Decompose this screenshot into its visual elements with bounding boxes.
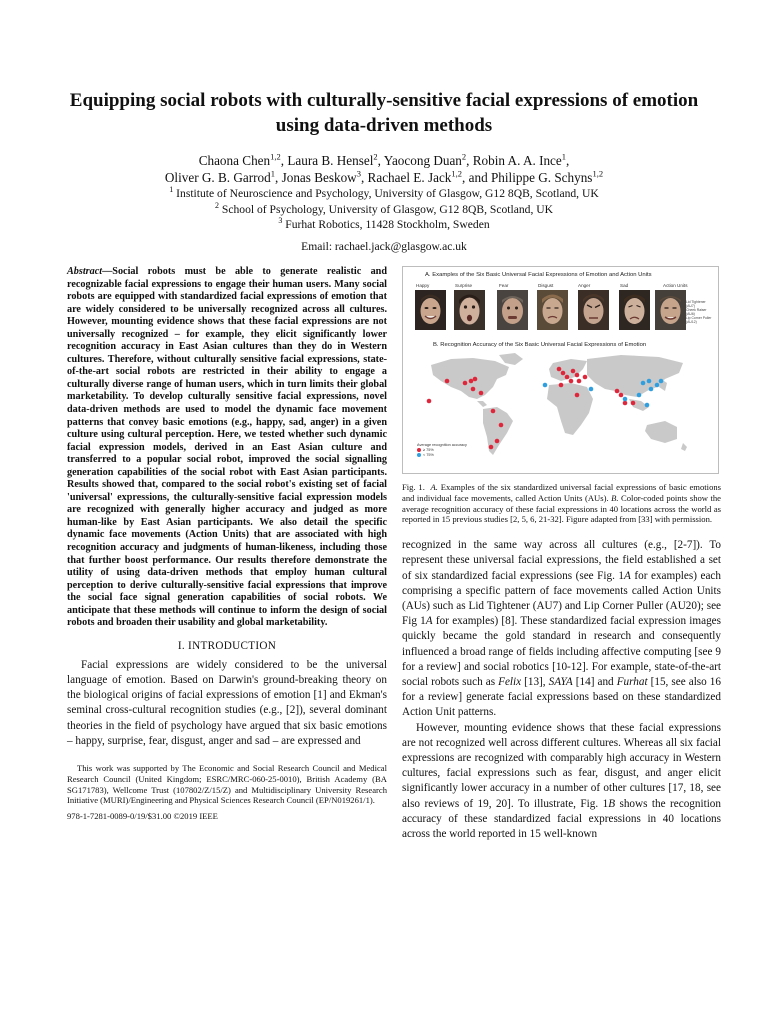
funding-footnote: This work was supported by The Economic and Social Research Council and Medical Research Council (United Kingdom; ESRC/MRC-060-25-0010), British Academy (BA SG171783), Wellcome Trust (107802/Z/15/Z) and Multidisciplinary University Research Initiative (MURI)/Engineering and Physical Sciences Research Council (EP/N019261/1). [67,763,387,806]
map-data-point [559,383,564,388]
legend-dot-high [417,448,421,452]
author-name: Philippe G. Schyns [490,170,593,185]
map-data-point [575,373,580,378]
map-data-point [557,367,562,372]
map-data-point [489,445,494,450]
face-label-fear: Fear [499,283,509,288]
author-name: Chaona Chen [198,153,271,168]
map-data-point [427,399,432,404]
right-column [402,266,721,842]
author-name: Oliver G. B. Garrod [164,170,271,185]
map-data-point [569,379,574,384]
author-line-2: Oliver G. B. Garrod$^1$, Jonas Beskow$^3$, Rachael E. Jack$^{1,2}$, and Philippe G. Schyns$^{1,2}$ [164,168,604,185]
legend-title: Average recognition accuracy [417,443,467,447]
map-data-point [583,375,588,380]
map-data-point [473,377,478,382]
face-image-happy [415,290,446,330]
face-label-disgust: Disgust [538,283,554,288]
face-label-surprise: Surprise [455,283,473,288]
figure-caption [402,482,721,525]
face-label-sad: Sad [620,283,629,288]
map-data-point [641,381,646,386]
map-data-point [471,387,476,392]
abstract-text: Social robots must be able to generate realistic and recognizable facial expressions to engage their human users. Many social robots are equipped with standardized facial expressions of emotion that are widely considered to be universally recognized across all cultures. However, mounting evidence shows that these facial expressions are not universally recognized – for example, they elicit significantly lower recognition accuracy in East Asian cultures than they do in Western cultures. Therefore, without culturally sensitive facial expressions, state-of-the-art social robots are restricted in their ability to engage a culturally diverse range of human users, which in turn limits their global marketability. To develop culturally sensitive facial expressions, novel data-driven methods are used to model the dynamic face movement patterns that convey basic emotions (e.g., happy, sad, anger) in a given culture using cultural perception. Here, we tested whether such dynamic facial expression models, derived in an East Asian culture and transferred to a popular social robot, improved the social signalling generation capabilities of the social robot with East Asian participants. Results showed that, compared to the social robot's existing set of facial 'universal' expressions, the culturally-sensitive facial expression models are recognized with generally higher accuracy and judged as more human-like by East Asian participants. We also detail the specific dynamic face movements (Action Units) that are associated with high recognition accuracy and judgments of human-likeness, including those that further boost performance. Our results therefore demonstrate the utility of using data-driven methods that employ human cultural perception to derive culturally-sensitive facial expressions that improve the social face signal generation capabilities of social robots. We anticipate that these methods will continue to inform the design of social robots and broaden their usability and global marketability. [67,266,387,629]
map-data-point [623,401,628,406]
map-data-point [499,423,504,428]
face-label-action-units: Action Units [663,283,688,288]
map-data-point [649,387,654,392]
map-data-point [495,439,500,444]
face-images-row [412,283,712,339]
author-affiliation-marker: 2 [461,151,467,162]
figure-1 [402,266,719,474]
map-data-point [445,379,450,384]
author-line-1: Chaona Chen$^{1,2}$, Laura B. Hensel$^2$, Yaocong Duan$^2$, Robin A. A. Ince$^1$, [198,151,570,168]
map-data-point [491,409,496,414]
map-data-point [659,379,664,384]
affiliation-2: $^2$ School of Psychology, University of Glasgow, G12 8QB, Scotland, UK [214,200,554,216]
map-data-point [655,383,660,388]
legend-item-low [417,453,467,458]
legend-dot-low [417,453,421,457]
map-data-point [645,403,650,408]
map-data-point [623,397,628,402]
author-name: Laura B. Hensel [287,153,374,168]
contact-email: Email: rachael.jack@glasgow.ac.uk [301,239,467,253]
figure-panel-a-title: A. Examples of the Six Basic Universal Facial Expressions of Emotion and Action Units [425,272,652,278]
figure-panel-b-title: B. Recognition Accuracy of the Six Basic Universal Facial Expressions of Emotion [433,342,647,348]
face-label-happy: Happy [416,283,430,288]
copyright-line: 978-1-7281-0089-0/19/$31.00 ©2019 IEEE [67,811,218,822]
map-data-point [615,389,620,394]
map-data-point [577,379,582,384]
caption-a-label: A. [430,482,438,492]
caption-a-text: Examples of the six standardized universal facial expressions of basic emotions and individual face movements, called Action Units (AUs). [402,482,722,503]
face-image-anger [578,290,609,330]
intro-paragraph-2: However, mounting evidence shows that these facial expressions are not recognized well across different cultures. Whereas all six facial expressions are recognized with comparably high accuracy in Western cultures, facial expressions such as fear, disgust, and anger elicit significantly lower accuracy in a number of other cultures [17, 18, see also reviews of 19, 20]. To illustrate, Fig. 1B shows the recognition accuracy of these standardized facial expressions in 40 locations across the world reported in 15 well-known [402,721,721,841]
author-affiliation-marker: 1,2 [592,168,604,179]
affiliations [60,186,708,254]
affiliation-1: $^1$ Institute of Neuroscience and Psychology, University of Glasgow, G12 8QB, Scotland, UK [169,185,599,200]
abstract [67,266,387,630]
paper-title: Equipping social robots with culturally-sensitive facial expressions of emotion using data-driven methods [69,90,699,136]
map-data-point [631,401,636,406]
caption-b-text: Color-coded points show the average recognition accuracy of these facial expressions in 40 locations across the world as reported in 15 previous studies [2, 5, 6, 21-32]. Figure adapted from [33] with permission. [402,492,721,525]
intro-left-text [67,658,387,749]
map-data-point [637,393,642,398]
au-label-lid-tightener: Lid Tightener (AU7) [686,300,706,308]
abstract-lead: Abstract [67,266,103,277]
map-data-point [589,387,594,392]
affiliation-3: $^3$ Furhat Robotics, 11428 Stockholm, Sweden [278,216,490,231]
author-affiliation-marker: 1,2 [451,168,463,179]
map-data-point [647,379,652,384]
intro-paragraph-1-continued: recognized in the same way across all cultures (e.g., [2-7]). To represent these universal facial expressions, the field established a set of six standardized facial expressions (see Fig. 1A for examples) each comprising a specific pattern of face movements called Action Units (AUs) such as Lid Tightener (AU7) and Lip Corner Puller (AU20); see Fig 1A for examples) [8]. These standardized facial expression images quickly became the gold standard in research and consequently influenced a broad range of fields including affective computing [see 9 for a review] and social robotics [10-12]. For example, state-of-the-art social robots such as Felix [13], SAYA [14] and Furhat [15, see also 16 for a review] generate facial expressions based on these standardized Action Unit patterns. [402,539,721,719]
face-image-fear [497,290,528,330]
face-image-disgust [537,290,568,330]
map-data-point [571,369,576,374]
author-affiliation-marker: 1 [561,151,567,162]
author-name: Robin A. A. Ince [472,153,562,168]
author-list [60,152,708,186]
section-heading-introduction: I. INTRODUCTION [177,639,277,652]
legend-label-low: < 75% [423,453,434,457]
author-affiliation-marker: 1,2 [270,151,281,162]
map-data-point [469,379,474,384]
map-data-point [561,371,566,376]
au-label-lip-corner-puller: Lip Corner Puller (AU12) [686,316,712,324]
caption-b-label: B. [611,492,619,503]
map-data-point [479,391,484,396]
abstract-dash: — [102,266,113,277]
author-affiliation-marker: 3 [356,168,361,179]
left-column [67,266,387,821]
author-affiliation-marker: 2 [373,151,378,162]
face-image-action-units [655,290,686,330]
intro-paragraph-1: Facial expressions are widely considered to be the universal language of emotion. Based on Darwin's ground-breaking theory on the biological origins of facial expressions of emotion [1] and Ekman's seminal cross-cultural recognition studies (e.g., [2]), several dominant theories in the field of psychology have argued that six basic emotions – happy, surprise, fear, disgust, anger and sad – are expressed and [67,658,387,747]
map-data-point [565,375,570,380]
face-label-anger: Anger [578,283,591,288]
map-data-point [575,393,580,398]
map-data-point [619,393,624,398]
map-data-point [543,383,548,388]
au-label-cheek-raiser: Cheek Raiser (AU6) [686,308,707,316]
author-name: Rachael E. Jack [367,170,452,185]
author-name: Yaocong Duan [383,153,462,168]
map-legend [417,443,467,458]
caption-label: Fig. 1. [402,482,425,492]
legend-label-high: ≥ 75% [423,448,434,452]
author-name: Jonas Beskow [281,170,357,185]
author-affiliation-marker: 1 [270,168,275,179]
intro-right-text [402,538,721,842]
face-image-surprise [454,290,485,330]
face-image-sad [619,290,650,330]
map-data-point [463,381,468,386]
